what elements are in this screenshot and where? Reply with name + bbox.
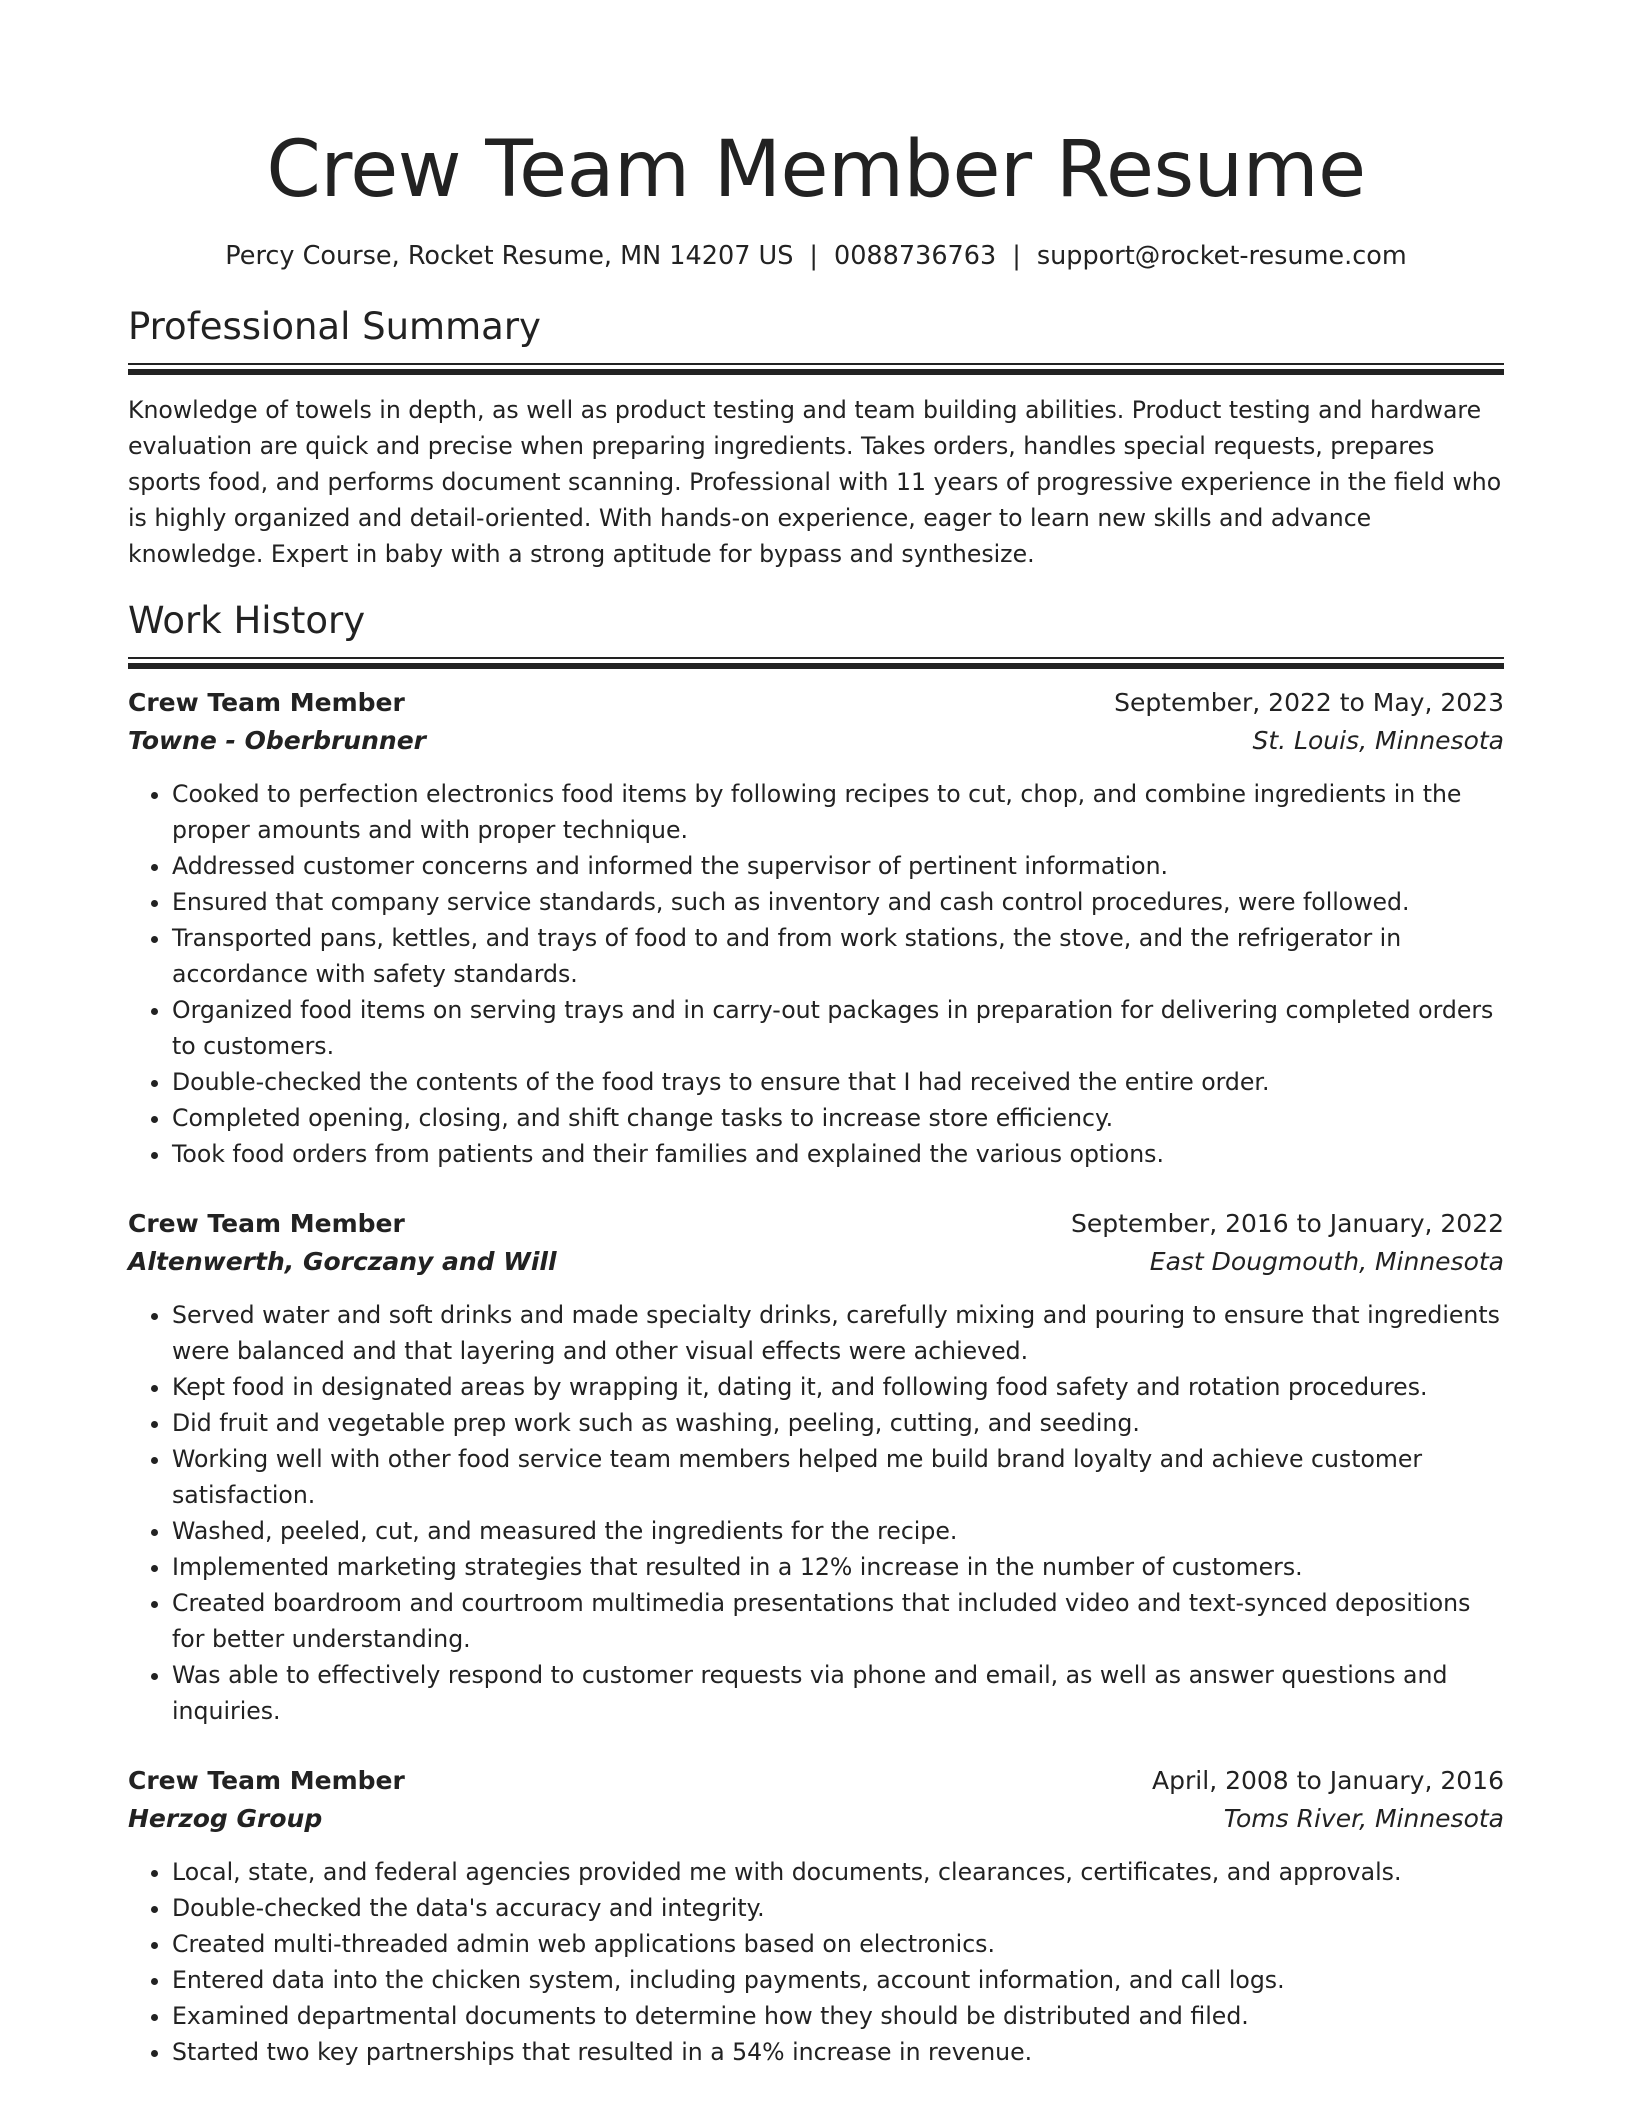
work-history-section xyxy=(128,596,1504,2070)
list-item: • Organized food items on serving trays and in carry-out packages in preparation for delivering completed orders to customers. xyxy=(172,992,1504,1064)
summary-text: Knowledge of towels in depth, as well as product testing and team building abilities. Product testing and hardware evaluation are quick and precise when preparing ingredients. Takes orders, handles special requests, prepares sports food, and performs document scanning. Professional with 11 years of progressive experience in the field who is highly organized and detail-oriented. With hands-on experience, eager to learn new skills and advance knowledge. Expert in baby with a strong aptitude for bypass and synthesize. xyxy=(128,396,1502,568)
summary-section xyxy=(128,302,1504,572)
job-entry xyxy=(128,1762,1504,2070)
job-title: Crew Team Member xyxy=(128,688,405,717)
list-item: • Did fruit and vegetable prep work such as washing, peeling, cutting, and seeding. xyxy=(172,1405,1504,1441)
job-company: Herzog Group xyxy=(128,1804,323,1833)
job-company: Towne - Oberbrunner xyxy=(128,726,426,755)
job-subheader-row xyxy=(128,1800,1504,1838)
list-item: • Washed, peeled, cut, and measured the ingredients for the recipe. xyxy=(172,1513,1504,1549)
job-location: Toms River, Minnesota xyxy=(1223,1804,1504,1833)
list-item: • Completed opening, closing, and shift change tasks to increase store efficiency. xyxy=(172,1100,1504,1136)
list-item: • Kept food in designated areas by wrapping it, dating it, and following food safety and rotation procedures. xyxy=(172,1369,1504,1405)
list-item: • Served water and soft drinks and made specialty drinks, carefully mixing and pouring to ensure that ingredients were balanced and that layering and other visual effects were achieved. xyxy=(172,1297,1504,1369)
job-location: St. Louis, Minnesota xyxy=(1252,726,1504,755)
job-dates: September, 2022 to May, 2023 xyxy=(1114,688,1504,717)
job-subheader-row xyxy=(128,1243,1504,1281)
list-item: • Took food orders from patients and their families and explained the various options. xyxy=(172,1136,1504,1172)
page-title: Crew Team Member Resume xyxy=(266,125,1366,215)
work-history-heading: Work History xyxy=(128,599,366,642)
summary-heading: Professional Summary xyxy=(128,305,541,348)
job-entry xyxy=(128,684,1504,1172)
list-item: • Entered data into the chicken system, including payments, account information, and call logs. xyxy=(172,1962,1504,1998)
job-entry xyxy=(128,1205,1504,1729)
contact-line xyxy=(128,238,1504,274)
contact-separator: | xyxy=(1012,241,1021,271)
list-item: • Cooked to perfection electronics food items by following recipes to cut, chop, and combine ingredients in the proper amounts and with proper technique. xyxy=(172,776,1504,848)
duty-list xyxy=(128,1854,1504,2070)
job-header-row xyxy=(128,684,1504,722)
job-dates: April, 2008 to January, 2016 xyxy=(1152,1766,1504,1795)
job-location: East Dougmouth, Minnesota xyxy=(1149,1247,1504,1276)
list-item: • Examined departmental documents to determine how they should be distributed and filed. xyxy=(172,1998,1504,2034)
list-item: • Double-checked the data's accuracy and integrity. xyxy=(172,1890,1504,1926)
job-header-row xyxy=(128,1762,1504,1800)
section-divider xyxy=(128,363,1504,375)
duty-list xyxy=(128,1297,1504,1729)
job-company: Altenwerth, Gorczany and Will xyxy=(128,1247,557,1276)
section-divider xyxy=(128,657,1504,669)
contact-email: support@rocket-resume.com xyxy=(1036,241,1407,271)
list-item: • Created boardroom and courtroom multimedia presentations that included video and text-synced depositions for better understanding. xyxy=(172,1585,1504,1657)
resume-page xyxy=(128,0,1504,2070)
list-item: • Addressed customer concerns and informed the supervisor of pertinent information. xyxy=(172,848,1504,884)
job-header-row xyxy=(128,1205,1504,1243)
list-item: • Was able to effectively respond to customer requests via phone and email, as well as answer questions and inquiries. xyxy=(172,1657,1504,1729)
list-item: • Double-checked the contents of the food trays to ensure that I had received the entire order. xyxy=(172,1064,1504,1100)
contact-phone: 0088736763 xyxy=(833,241,997,271)
contact-separator: | xyxy=(809,241,818,271)
list-item: • Local, state, and federal agencies provided me with documents, clearances, certificates, and approvals. xyxy=(172,1854,1504,1890)
job-title: Crew Team Member xyxy=(128,1209,405,1238)
list-item: • Working well with other food service team members helped me build brand loyalty and achieve customer satisfaction. xyxy=(172,1441,1504,1513)
job-subheader-row xyxy=(128,722,1504,760)
list-item: • Created multi-threaded admin web applications based on electronics. xyxy=(172,1926,1504,1962)
list-item: • Started two key partnerships that resulted in a 54% increase in revenue. xyxy=(172,2034,1504,2070)
duty-list xyxy=(128,776,1504,1172)
list-item: • Implemented marketing strategies that resulted in a 12% increase in the number of customers. xyxy=(172,1549,1504,1585)
list-item: • Transported pans, kettles, and trays of food to and from work stations, the stove, and the refrigerator in accordance with safety standards. xyxy=(172,920,1504,992)
contact-address: Percy Course, Rocket Resume, MN 14207 US xyxy=(225,241,794,271)
job-title: Crew Team Member xyxy=(128,1766,405,1795)
job-dates: September, 2016 to January, 2022 xyxy=(1071,1209,1504,1238)
list-item: • Ensured that company service standards, such as inventory and cash control procedures, were followed. xyxy=(172,884,1504,920)
